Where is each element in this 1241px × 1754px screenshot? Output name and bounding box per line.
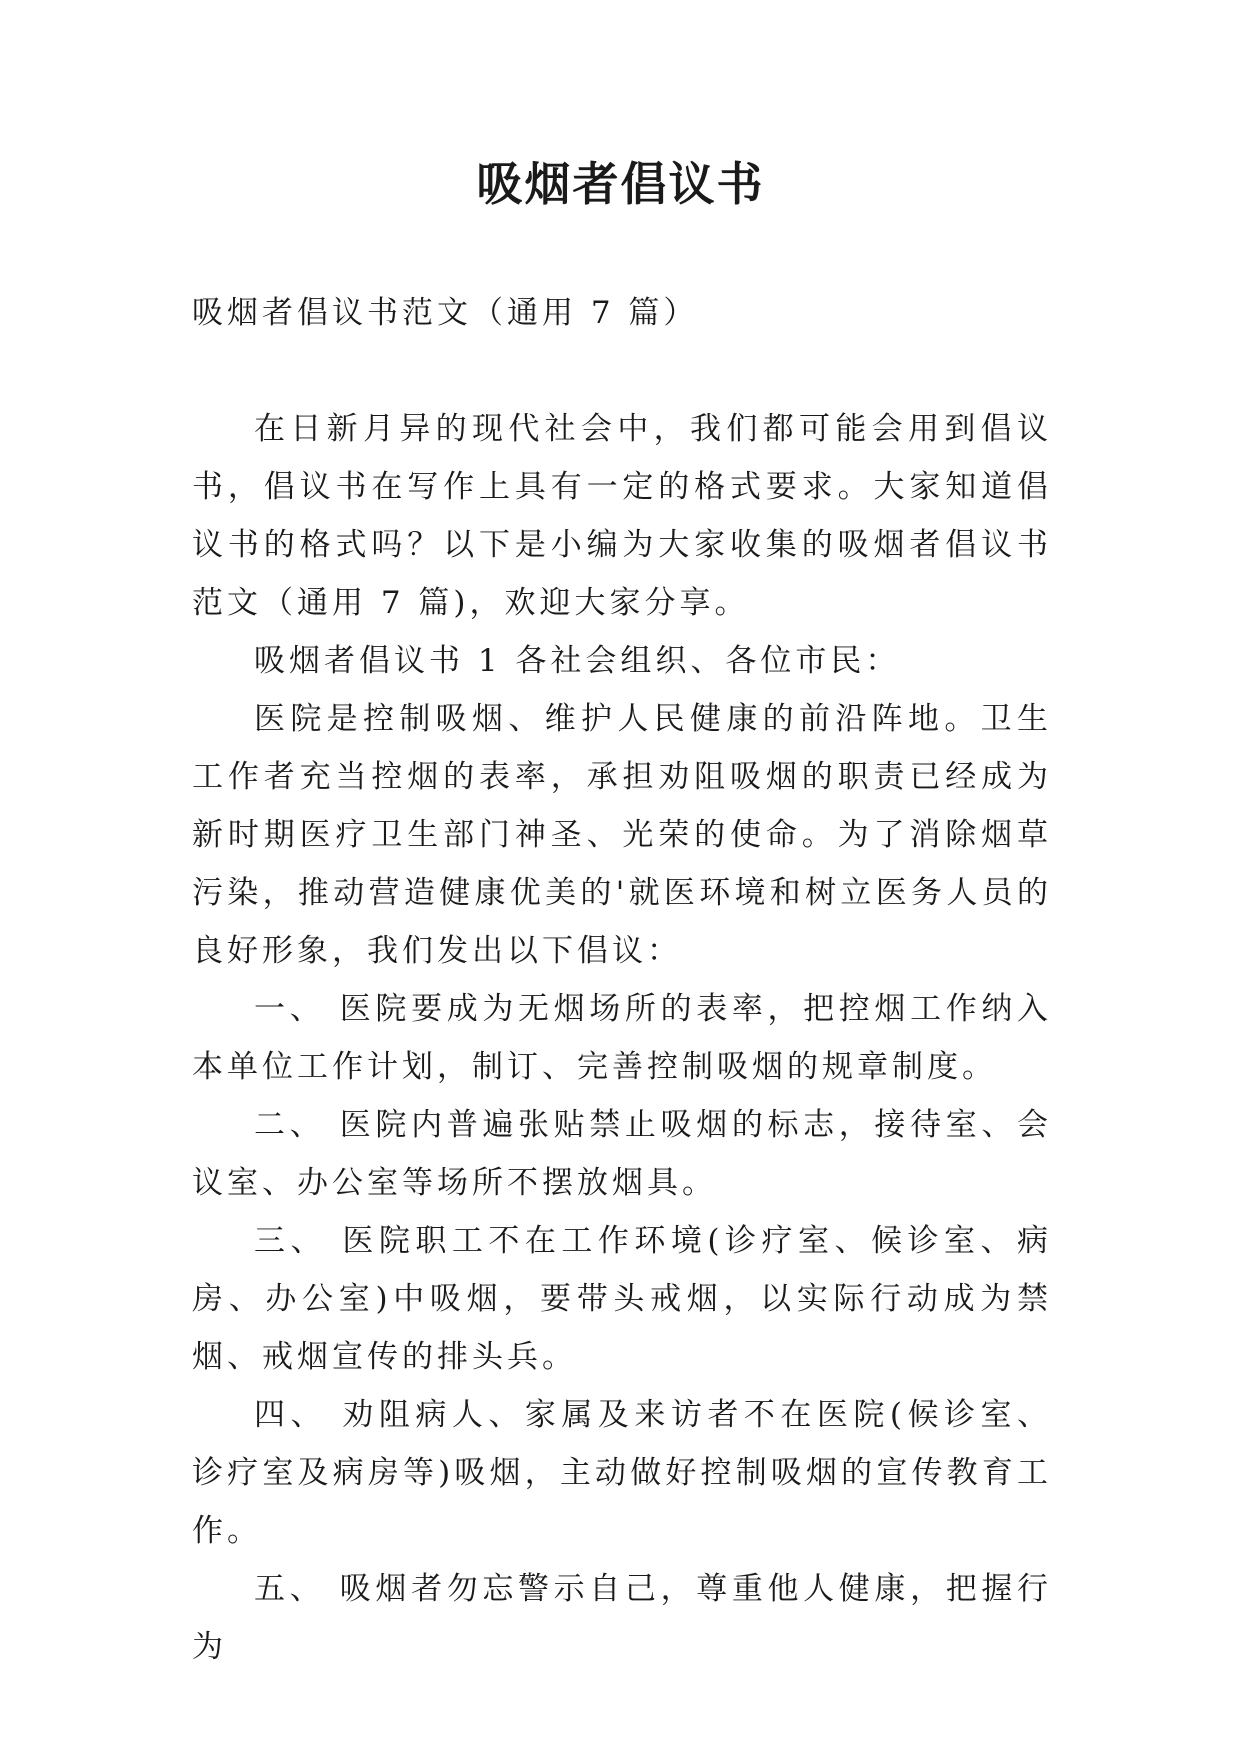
document-title: 吸烟者倡议书: [476, 157, 765, 211]
paragraph-intro: 在日新月异的现代社会中，我们都可能会用到倡议书，倡议书在写作上具有一定的格式要求。大家知道倡议书的格式吗？以下是小编为大家收集的吸烟者倡议书范文（通用 7 篇)，欢迎大家分享。: [192, 411, 1052, 621]
paragraph-item-5: 五、 吸烟者勿忘警示自己，尊重他人健康，把握行为: [192, 1571, 1052, 1665]
paragraph-item-1: 一、 医院要成为无烟场所的表率，把控烟工作纳入本单位工作计划，制订、完善控制吸烟的规章制度。: [192, 991, 1052, 1085]
document-subtitle: 吸烟者倡议书范文（通用 7 篇）: [192, 295, 699, 331]
paragraph-item-2: 二、 医院内普遍张贴禁止吸烟的标志，接待室、会议室、办公室等场所不摆放烟具。: [192, 1107, 1052, 1201]
paragraph-item-4: 四、 劝阻病人、家属及来访者不在医院(候诊室、诊疗室及病房等)吸烟，主动做好控制吸烟的宣传教育工作。: [192, 1397, 1052, 1549]
paragraph-salutation: 吸烟者倡议书 1 各社会组织、各位市民：: [254, 643, 901, 679]
paragraph-body: 医院是控制吸烟、维护人民健康的前沿阵地。卫生工作者充当控烟的表率，承担劝阻吸烟的职责已经成为新时期医疗卫生部门神圣、光荣的使命。为了消除烟草污染，推动营造健康优美的'就医环境和树立医务人员的良好形象，我们发出以下倡议：: [192, 701, 1052, 969]
document-body: [192, 284, 1052, 1676]
paragraph-item-3: 三、 医院职工不在工作环境(诊疗室、候诊室、病房、办公室)中吸烟，要带头戒烟，以实际行动成为禁烟、戒烟宣传的排头兵。: [192, 1223, 1052, 1375]
